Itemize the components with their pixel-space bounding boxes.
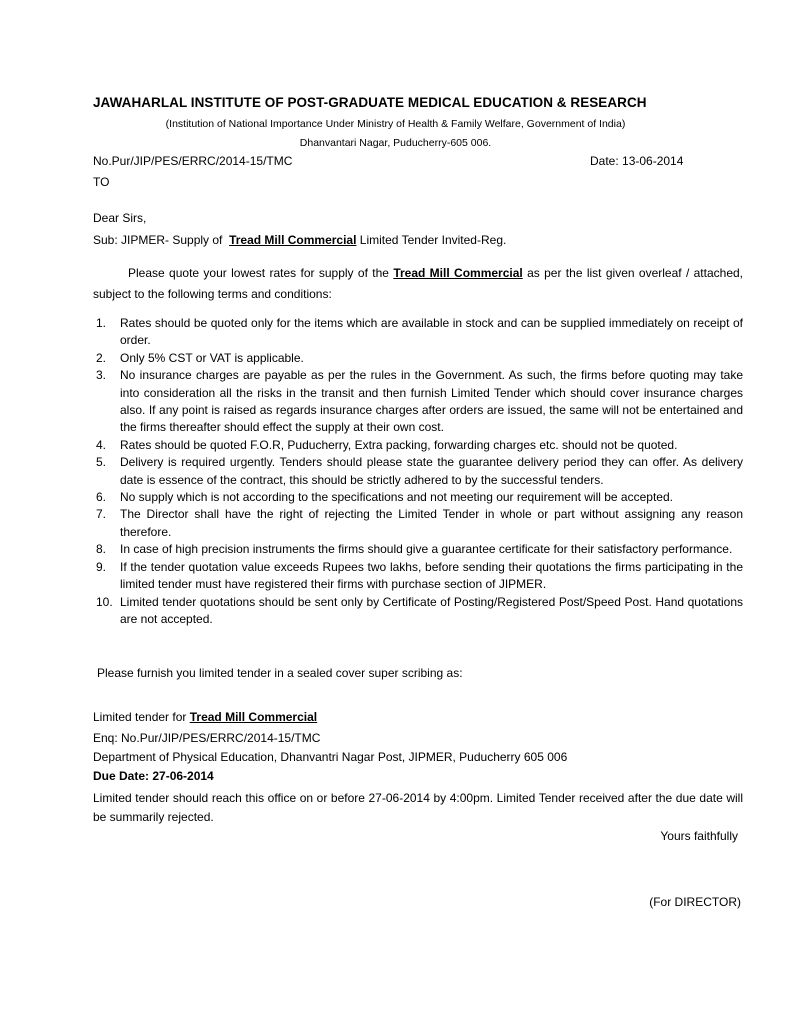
term-text: If the tender quotation value exceeds Rupees two lakhs, before sending their quotations the firms participating in the limited tender must have registered their firms with purchase section of JIPMER. xyxy=(120,559,743,592)
term-number: 10. xyxy=(96,594,113,609)
term-text: Delivery is required urgently. Tenders should please state the guarantee delivery period they can offer. As delivery date is essence of the contract, this should be strictly adhered to by the successful tenders. xyxy=(120,455,743,487)
term-item xyxy=(93,454,743,489)
addressee-label: TO xyxy=(93,175,110,189)
term-text: Rates should be quoted only for the items which are available in stock and can be supplied immediately on receipt of order. xyxy=(120,316,743,348)
term-number: 3. xyxy=(96,368,107,383)
term-item xyxy=(93,541,743,558)
institute-subtitle: (Institution of National Importance Under Ministry of Health & Family Welfare, Government of India) xyxy=(165,118,626,130)
subject-prefix: Sub: JIPMER- Supply of xyxy=(93,233,223,247)
term-number: 7. xyxy=(96,507,107,522)
intro-prefix: Please quote your lowest rates for supply of the xyxy=(128,266,389,280)
subject-line xyxy=(93,233,506,247)
term-text: No insurance charges are payable as per the rules in the Government. As such, the firms before quoting may take into consideration all the risks in the transit and then furnish Limited Tender which should cover insurance charges also. If any point is raised as regards insurance charges after orders are issued, the same will not be entertained and the firms thereafter should effect the supply at their own cost. xyxy=(120,368,743,435)
term-item xyxy=(93,594,743,629)
deadline-paragraph: Limited tender should reach this office on or before 27-06-2014 by 4:00pm. Limited Tender received after the due date will be summarily rejected. xyxy=(93,791,743,824)
term-number: 1. xyxy=(96,316,107,330)
term-item xyxy=(93,559,743,594)
institute-title: JAWAHARLAL INSTITUTE OF POST-GRADUATE MEDICAL EDUCATION & RESEARCH xyxy=(93,95,647,110)
term-number: 6. xyxy=(96,490,107,505)
cover-tender-prefix: Limited tender for xyxy=(93,710,187,724)
subject-suffix: Limited Tender Invited-Reg. xyxy=(359,233,507,247)
salutation: Dear Sirs, xyxy=(93,211,147,225)
term-number: 5. xyxy=(96,455,107,470)
due-date: Due Date: 27-06-2014 xyxy=(93,769,214,783)
cover-department-line: Department of Physical Education, Dhanvantri Nagar Post, JIPMER, Puducherry 605 006 xyxy=(93,750,568,764)
intro-paragraph xyxy=(93,263,743,305)
letter-date: Date: 13-06-2014 xyxy=(590,154,684,168)
cover-tender-item: Tread Mill Commercial xyxy=(189,710,318,724)
term-item xyxy=(93,367,743,437)
term-text: Rates should be quoted F.O.R, Puducherry, Extra packing, forwarding charges etc. should not be quoted. xyxy=(120,437,678,452)
cover-tender-line xyxy=(93,710,317,724)
institute-address: Dhanvantari Nagar, Puducherry-605 006. xyxy=(299,137,492,149)
closing-line: Yours faithfully xyxy=(660,829,738,843)
term-item xyxy=(93,315,743,350)
term-item xyxy=(93,437,743,454)
term-text: In case of high precision instruments the firms should give a guarantee certificate for their satisfactory performance. xyxy=(120,542,733,557)
term-text: No supply which is not according to the specifications and not meeting our requirement will be accepted. xyxy=(120,490,673,505)
term-item xyxy=(93,506,743,541)
terms-list xyxy=(93,315,743,628)
term-item xyxy=(93,489,743,506)
reference-number: No.Pur/JIP/PES/ERRC/2014-15/TMC xyxy=(93,154,293,168)
term-text: Limited tender quotations should be sent only by Certificate of Posting/Registered Post/Speed Post. Hand quotations are not accepted. xyxy=(120,594,743,626)
intro-item: Tread Mill Commercial xyxy=(393,266,523,280)
term-number: 9. xyxy=(96,559,107,574)
term-number: 2. xyxy=(96,350,107,365)
cover-enquiry-line: Enq: No.Pur/JIP/PES/ERRC/2014-15/TMC xyxy=(93,731,321,745)
intro-suffix: as per the list given overleaf / attached, subject to the following terms and conditions: xyxy=(93,266,743,301)
term-text: Only 5% CST or VAT is applicable. xyxy=(120,350,304,365)
term-item xyxy=(93,350,743,367)
term-number: 4. xyxy=(96,437,107,452)
term-text: The Director shall have the right of rejecting the Limited Tender in whole or part without assigning any reason therefore. xyxy=(120,507,743,539)
subject-item: Tread Mill Commercial xyxy=(229,233,357,247)
signatory-line: (For DIRECTOR) xyxy=(649,895,741,909)
furnish-instruction: Please furnish you limited tender in a sealed cover super scribing as: xyxy=(97,666,463,680)
term-number: 8. xyxy=(96,542,107,557)
